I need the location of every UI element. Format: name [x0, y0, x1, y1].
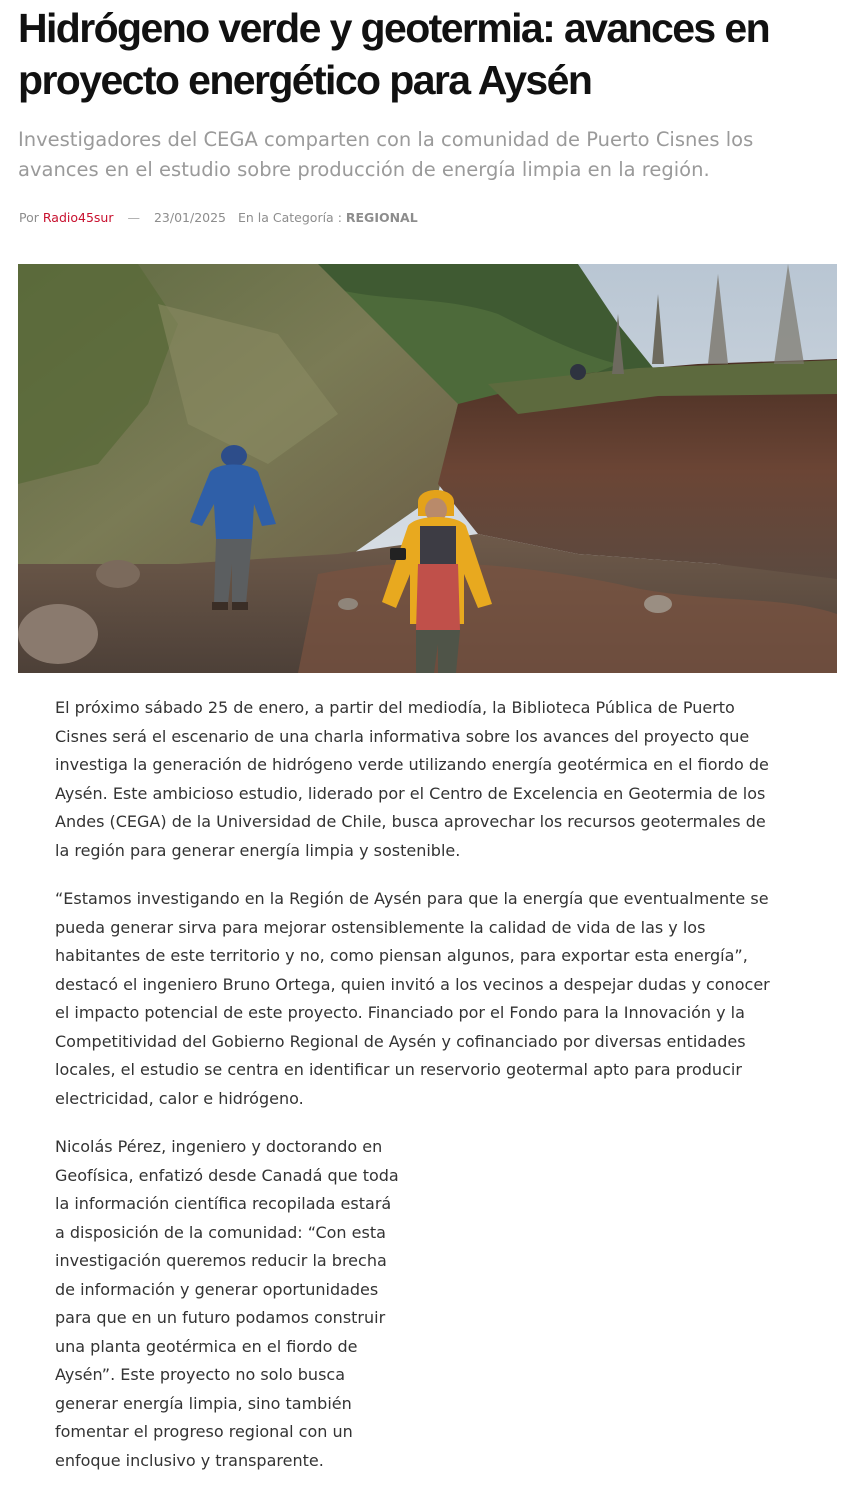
article-subtitle: Investigadores del CEGA comparten con la comunidad de Puerto Cisnes los avances en el estudio sobre producción de energía limpia en la región.: [18, 128, 754, 181]
category-link[interactable]: REGIONAL: [345, 210, 418, 225]
category-label: En la Categoría :: [237, 210, 342, 225]
publish-date: 23/01/2025: [153, 210, 226, 225]
field-photo: [18, 264, 837, 673]
by-label: Por: [19, 210, 39, 225]
hero-image: [18, 264, 837, 673]
author-link[interactable]: Radio45sur: [42, 210, 114, 225]
article-body: [55, 694, 785, 1495]
article-meta: [19, 210, 418, 225]
meta-separator: —: [127, 210, 140, 225]
article-title: Hidrógeno verde y geotermia: avances en proyecto energético para Aysén: [18, 5, 770, 103]
paragraph-2: “Estamos investigando en la Región de Aysén para que la energía que eventualmente se pueda generar sirva para mejorar ostensiblemente la calidad de vida de las y los habitantes de este territorio y no, como piensan algunos, para exportar esta energía”, destacó el ingeniero Bruno Ortega, quien invitó a los vecinos a despejar dudas y conocer el impacto potencial de este proyecto. Financiado por el Fondo para la Innovación y la Competitividad del Gobierno Regional de Aysén y cofinanciado por diversas entidades locales, el estudio se centra en identificar un reservorio geotermal apto para producir electricidad, calor e hidrógeno.: [55, 889, 770, 1108]
paragraph-1: El próximo sábado 25 de enero, a partir del mediodía, la Biblioteca Pública de Puerto Cisnes será el escenario de una charla informativa sobre los avances del proyecto que investiga la generación de hidrógeno verde utilizando energía geotérmica en el fiordo de Aysén. Este ambicioso estudio, liderado por el Centro de Excelencia en Geotermia de los Andes (CEGA) de la Universidad de Chile, busca aprovechar los recursos geotermales de la región para generar energía limpia y sostenible.: [55, 698, 769, 860]
paragraph-3: Nicolás Pérez, ingeniero y doctorando en Geofísica, enfatizó desde Canadá que toda la información científica recopilada estará a disposición de la comunidad: “Con esta investigación queremos reducir la brecha de información y generar oportunidades para que en un futuro podamos construir una planta geotérmica en el fiordo de Aysén”. Este proyecto no solo busca generar energía limpia, sino también fomentar el progreso regional con un enfoque inclusivo y transparente.: [55, 1137, 399, 1470]
